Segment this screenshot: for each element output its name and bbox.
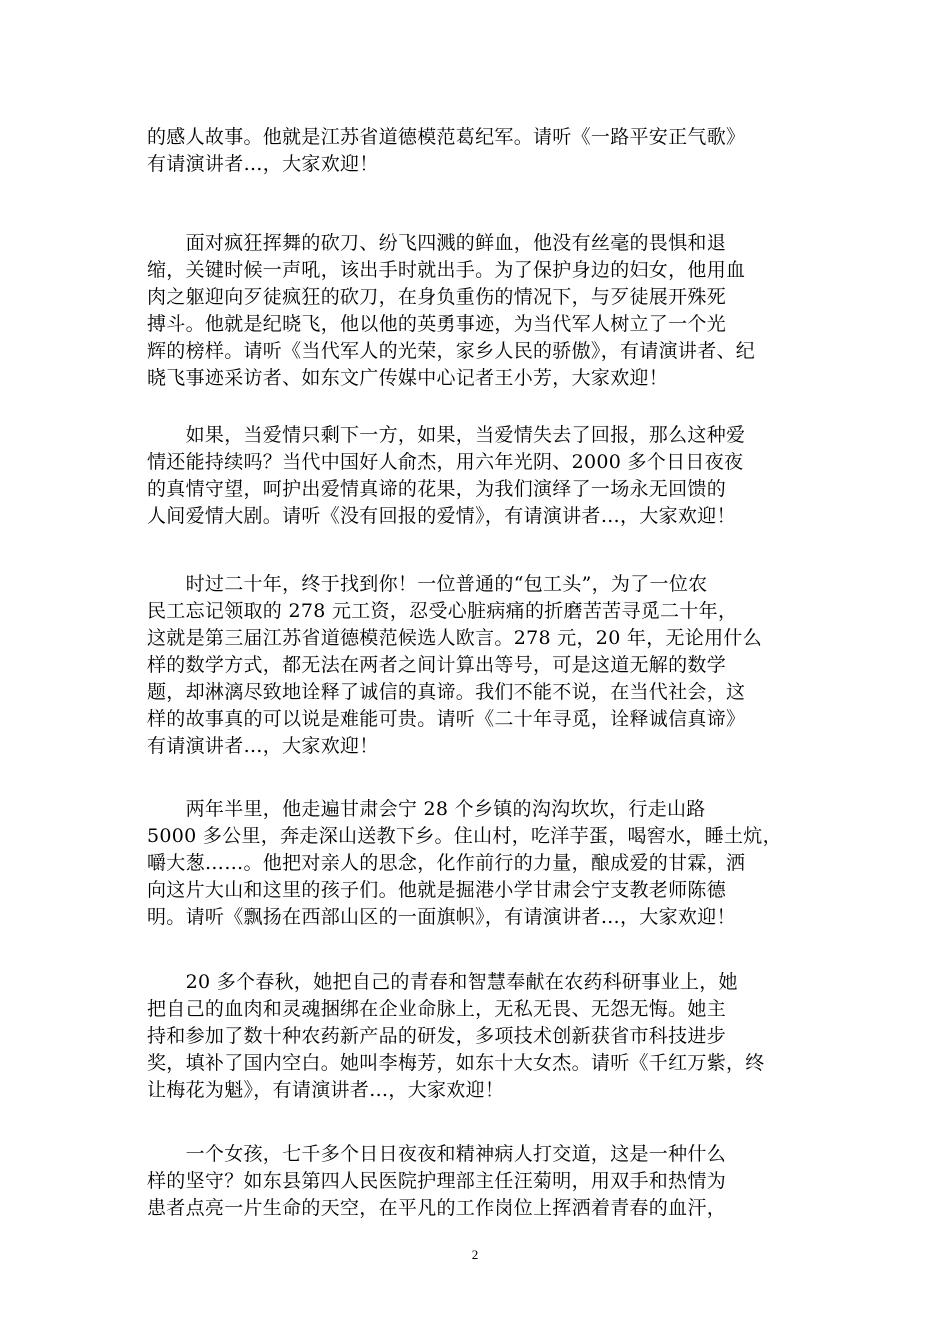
text-line: 的真情守望，呵护出爱情真谛的花果，为我们演绎了一场永无回馈的 (147, 478, 727, 500)
text-line: 面对疯狂挥舞的砍刀、纷飞四溅的鲜血，他没有丝毫的畏惧和退 (147, 232, 727, 254)
text-line: 有请演讲者…，大家欢迎！ (147, 735, 379, 757)
page-number: 2 (471, 1247, 479, 1262)
text-line: 嚼大葱……。他把对亲人的思念，化作前行的力量，酿成爱的甘霖，洒 (147, 852, 746, 874)
text-line: 题，却淋漓尽致地诠释了诚信的真谛。我们不能不说，在当代社会，这 (147, 681, 746, 703)
text-line: 如果，当爱情只剩下一方，如果，当爱情失去了回报，那么这种爱 (147, 424, 746, 446)
text-line: 20 多个春秋，她把自己的青春和智慧奉献在农药科研事业上，她 (147, 971, 738, 993)
text-line: 两年半里，他走遍甘肃会宁 28 个乡镇的沟沟坎坎，行走山路 (147, 798, 706, 820)
text-line: 民工忘记领取的 278 元工资，忍受心脏病痛的折磨苦苦寻觅二十年， (147, 600, 738, 622)
text-line: 一个女孩，七千多个日日夜夜和精神病人打交道，这是一种什么 (147, 1143, 727, 1165)
text-line: 缩，关键时候一声吼，该出手时就出手。为了保护身边的妇女，他用血 (147, 259, 746, 281)
text-line: 样的坚守？如东县第四人民医院护理部主任汪菊明，用双手和热情为 (147, 1170, 727, 1192)
text-line: 让梅花为魁》，有请演讲者…，大家欢迎！ (147, 1079, 505, 1101)
text-line: 搏斗。他就是纪晓飞，他以他的英勇事迹，为当代军人树立了一个光 (147, 313, 727, 335)
text-line: 持和参加了数十种农药新产品的研发，多项技术创新获省市科技进步 (147, 1025, 727, 1047)
text-line: 患者点亮一片生命的天空，在平凡的工作岗位上挥洒着青春的血汗， (147, 1197, 727, 1219)
text-line: 明。请听《飘扬在西部山区的一面旗帜》，有请演讲者…，大家欢迎！ (147, 906, 736, 928)
text-line: 晓飞事迹采访者、如东文广传媒中心记者王小芳，大家欢迎！ (147, 367, 669, 389)
text-line: 样的故事真的可以说是难能可贵。请听《二十年寻觅，诠释诚信真谛》 (147, 708, 746, 730)
text-line: 的感人故事。他就是江苏省道德模范葛纪军。请听《一路平安正气歌》 (147, 126, 746, 148)
text-line: 肉之躯迎向歹徒疯狂的砍刀，在身负重伤的情况下，与歹徒展开殊死 (147, 286, 727, 308)
text-line: 有请演讲者…，大家欢迎！ (147, 153, 379, 175)
text-line: 把自己的血肉和灵魂捆绑在企业命脉上，无私无畏、无怨无悔。她主 (147, 998, 727, 1020)
text-line: 情还能持续吗？当代中国好人俞杰，用六年光阴、2000 多个日日夜夜 (147, 451, 744, 473)
text-line: 向这片大山和这里的孩子们。他就是掘港小学甘肃会宁支教老师陈德 (147, 879, 727, 901)
text-line: 样的数学方式，都无法在两者之间计算出等号，可是这道无解的数学 (147, 654, 727, 676)
text-line: 辉的榜样。请听《当代军人的光荣，家乡人民的骄傲》，有请演讲者、纪 (147, 340, 756, 362)
text-line: 人间爱情大剧。请听《没有回报的爱情》，有请演讲者…，大家欢迎！ (147, 505, 736, 527)
text-line: 时过二十年，终于找到你！一位普通的“包工头”，为了一位农 (147, 573, 708, 595)
text-line: 这就是第三届江苏省道德模范候选人欧言。278 元，20 年，无论用什么 (147, 627, 763, 649)
text-line: 奖，填补了国内空白。她叫李梅芳，如东十大女杰。请听《千红万紫，终 (147, 1052, 765, 1074)
text-line: 5000 多公里，奔走深山送教下乡。住山村，吃洋芋蛋，喝窖水，睡土炕， (147, 825, 782, 847)
